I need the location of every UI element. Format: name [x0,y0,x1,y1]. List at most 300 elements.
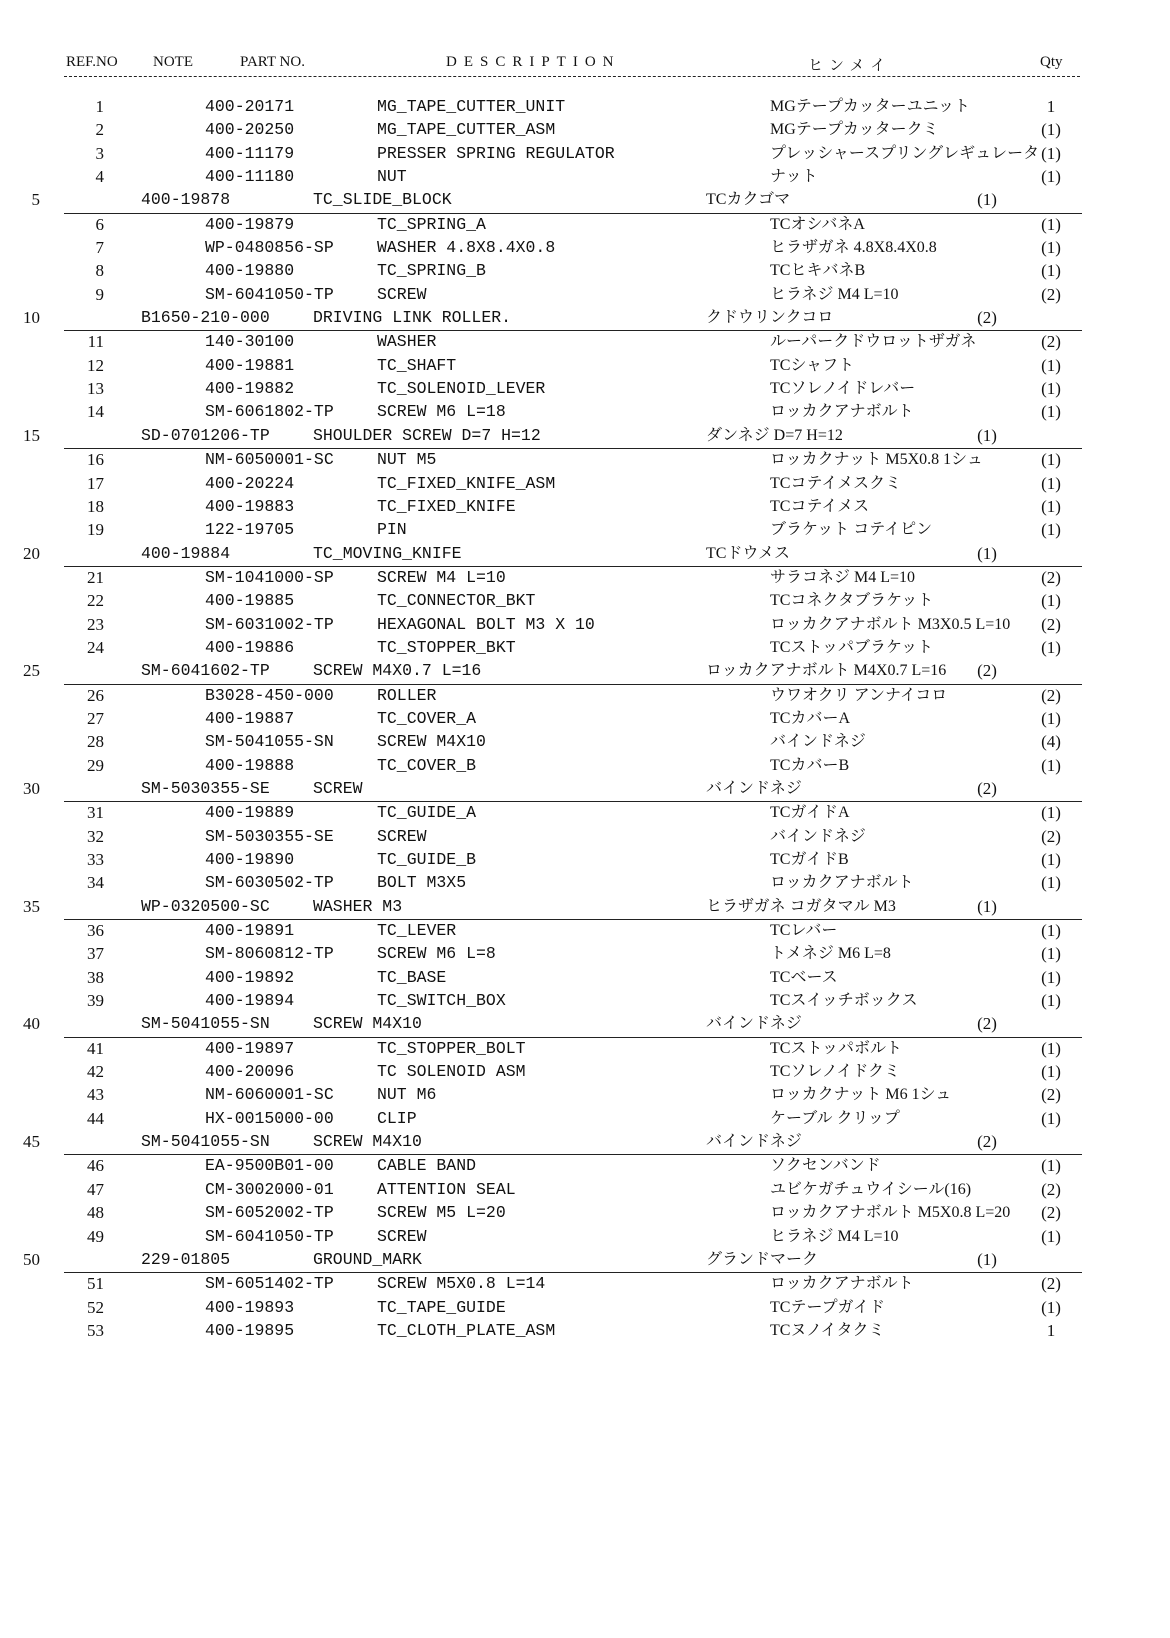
part-no-cell: SM-6061802-TP [205,402,334,422]
kana-name-cell: バインドネジ [770,827,866,845]
table-row [0,685,1170,708]
qty-cell: (2) [1041,685,1061,705]
part-no-cell: 400-19882 [205,379,295,399]
qty-cell: (1) [1041,120,1061,140]
ref-no-cell: 4 [95,167,104,187]
table-row [0,401,1170,424]
part-no-cell: 400-19897 [205,1038,295,1058]
ref-no-cell: 16 [87,450,104,470]
part-no-cell: 400-20171 [205,97,295,116]
qty-cell: (2) [977,661,997,681]
qty-cell: (1) [977,896,997,916]
kana-name-cell: ロッカクナット M6 1シュ [770,1086,952,1104]
qty-cell: (1) [977,543,997,563]
description-cell: TC_MOVING_KNIFE [313,543,462,563]
table-row [23,896,1082,920]
qty-cell: (1) [1041,214,1061,234]
part-no-cell: SM-6052002-TP [205,1203,334,1223]
header-description: DESCRIPTION [446,54,621,70]
description-cell: TC_FIXED_KNIFE [377,496,516,516]
part-no-cell: SD-0701206-TP [141,425,270,445]
qty-cell: (1) [1041,873,1061,893]
part-no-cell: SM-8060812-TP [205,944,334,964]
part-no-cell: 400-19881 [205,355,295,375]
ref-no-cell: 25 [23,661,40,681]
qty-cell: (1) [977,190,997,210]
table-row [0,967,1170,990]
kana-name-cell: TCソレノイドクミ [770,1063,901,1081]
kana-name-cell: TCストッパブラケット [770,638,934,656]
description-cell: ROLLER [377,685,437,705]
kana-name-cell: バインドネジ [706,1133,802,1151]
table-row [0,1084,1170,1107]
description-cell: SCREW M5X0.8 L=14 [377,1274,546,1294]
description-cell: WASHER [377,332,437,352]
ref-no-cell: 45 [23,1132,40,1152]
kana-name-cell: ソクセンバンド [770,1157,881,1175]
table-row [0,119,1170,142]
part-no-cell: 400-20224 [205,473,295,493]
table-row [0,567,1170,590]
kana-name-cell: ルーパークドウロットザガネ [770,333,977,351]
qty-cell: (1) [1041,755,1061,775]
ref-no-cell: 50 [23,1249,40,1269]
kana-name-cell: TCスイッチボックス [770,992,918,1010]
qty-cell: (2) [1041,614,1061,634]
ref-no-cell: 46 [87,1156,104,1176]
description-cell: SCREW [313,778,363,798]
qty-cell: (1) [1041,496,1061,516]
kana-name-cell: TCコテイメスクミ [770,474,902,492]
description-cell: TC_SPRING_A [377,214,486,234]
qty-cell: (1) [1041,143,1061,163]
ref-no-cell: 10 [23,308,40,328]
kana-name-cell: ロッカクアナボルト [770,1275,914,1293]
qty-cell: (1) [1041,708,1061,728]
part-no-cell: 400-11179 [205,143,295,163]
header-ref-no: REF.NO [66,54,118,70]
ref-no-cell: 39 [87,991,104,1011]
header-kana-name: ヒンメイ [808,58,892,74]
part-no-cell: 400-19889 [205,803,295,823]
kana-name-cell: ナット [770,168,818,186]
description-cell: TC_COVER_A [377,708,477,728]
qty-cell: (2) [1041,1179,1061,1199]
part-no-cell: B1650-210-000 [141,308,270,328]
description-cell: SCREW M4X10 [377,732,486,752]
table-row [23,1013,1082,1037]
part-no-cell: 400-20096 [205,1062,295,1082]
description-cell: TC_CLOTH_PLATE_ASM [377,1320,556,1340]
qty-cell: (2) [977,308,997,328]
table-row [0,943,1170,966]
description-cell: TC_TAPE_GUIDE [377,1297,506,1317]
part-no-cell: 400-19885 [205,591,295,611]
part-no-cell: SM-6031002-TP [205,614,334,634]
description-cell: TC_SHAFT [377,355,457,375]
qty-cell: (2) [1041,1203,1061,1223]
ref-no-cell: 38 [87,967,104,987]
part-no-cell: SM-5041055-SN [205,732,334,752]
description-cell: MG_TAPE_CUTTER_ASM [377,120,556,140]
table-row [0,1297,1170,1320]
ref-no-cell: 29 [87,755,104,775]
table-row [0,378,1170,401]
table-row [31,189,1082,213]
part-no-cell: 400-19895 [205,1320,295,1340]
ref-no-cell: 18 [87,496,104,516]
qty-cell: (1) [1041,355,1061,375]
qty-cell: (1) [1041,238,1061,258]
table-row [0,1108,1170,1131]
description-cell: TC_GUIDE_A [377,803,477,823]
description-cell: TC_SPRING_B [377,261,486,281]
table-row [0,1155,1170,1178]
ref-no-cell: 27 [87,708,104,728]
kana-name-cell: ブラケット コテイピン [770,521,933,539]
part-no-cell: SM-6041050-TP [205,284,334,304]
ref-no-cell: 31 [87,803,104,823]
description-cell: SCREW M6 L=8 [377,944,496,964]
table-row [0,755,1170,778]
ref-no-cell: 42 [87,1062,104,1082]
table-row [0,260,1170,283]
part-no-cell: 229-01805 [141,1249,231,1269]
qty-cell: (2) [1041,332,1061,352]
ref-no-cell: 9 [95,284,104,304]
table-row [0,1202,1170,1225]
qty-cell: (2) [977,1132,997,1152]
kana-name-cell: TCストッパボルト [770,1039,902,1057]
part-no-cell: 400-19878 [141,190,231,210]
table-row [0,331,1170,354]
description-cell: NUT [377,167,407,187]
kana-name-cell: グランドマーク [706,1250,819,1268]
qty-cell: (4) [1041,732,1061,752]
ref-no-cell: 7 [95,238,104,258]
table-row [0,731,1170,754]
ref-no-cell: 20 [23,543,40,563]
kana-name-cell: ロッカクアナボルト M5X0.8 L=20 [770,1204,1011,1222]
description-cell: SHOULDER SCREW D=7 H=12 [313,425,541,445]
ref-no-cell: 28 [87,732,104,752]
ref-no-cell: 1 [95,97,104,116]
part-no-cell: NM-6060001-SC [205,1085,334,1105]
ref-no-cell: 15 [23,425,40,445]
table-row [0,1273,1170,1296]
qty-cell: (1) [1041,261,1061,281]
part-no-cell: 400-11180 [205,167,295,187]
qty-cell: (1) [1041,167,1061,187]
qty-cell: (1) [977,1249,997,1269]
ref-no-cell: 24 [87,637,104,657]
description-cell: TC_FIXED_KNIFE_ASM [377,473,556,493]
qty-cell: (2) [1041,1085,1061,1105]
ref-no-cell: 47 [87,1179,104,1199]
part-no-cell: EA-9500B01-00 [205,1156,334,1176]
table-row [0,473,1170,496]
part-no-cell: 400-19888 [205,755,295,775]
ref-no-cell: 30 [23,778,40,798]
part-no-cell: SM-6051402-TP [205,1274,334,1294]
part-no-cell: 400-19893 [205,1297,295,1317]
description-cell: TC_GUIDE_B [377,850,477,869]
table-row [0,449,1170,472]
table-row [0,708,1170,731]
kana-name-cell: TCカバーA [770,709,851,727]
kana-name-cell: クドウリンクコロ [706,309,834,327]
qty-cell: (1) [1041,1297,1061,1317]
description-cell: SCREW M4 L=10 [377,567,506,587]
table-row [23,660,1082,684]
description-cell: ATTENTION SEAL [377,1179,516,1199]
kana-name-cell: ロッカクアナボルト [770,403,914,421]
qty-cell: (1) [1041,450,1061,470]
qty-cell: (1) [1041,1108,1061,1128]
ref-no-cell: 2 [95,120,104,140]
table-row [0,1038,1170,1061]
table-row [0,1179,1170,1202]
kana-name-cell: ロッカクナット M5X0.8 1シュ [770,451,983,469]
description-cell: TC_CONNECTOR_BKT [377,591,536,611]
ref-no-cell: 17 [87,473,104,493]
table-row [0,1320,1170,1343]
kana-name-cell: TCヒキバネB [770,262,866,280]
qty-cell: (1) [1041,803,1061,823]
kana-name-cell: ヒラザガネ コガタマル M3 [706,897,896,915]
kana-name-cell: TCガイドB [770,851,849,868]
table-row [0,166,1170,189]
part-no-cell: 400-19879 [205,214,295,234]
table-row [0,920,1170,943]
table-row [0,214,1170,237]
description-cell: CABLE BAND [377,1156,477,1176]
kana-name-cell: TCオシバネA [770,215,865,233]
qty-cell: (1) [1041,1062,1061,1082]
header-qty: Qty [1040,54,1063,70]
description-cell: TC_STOPPER_BOLT [377,1038,526,1058]
ref-no-cell: 51 [87,1274,104,1294]
kana-name-cell: MGテープカッターユニット [770,98,971,115]
qty-cell: (2) [1041,1274,1061,1294]
part-no-cell: 400-20250 [205,120,295,140]
ref-no-cell: 11 [87,332,104,352]
kana-name-cell: ヒラネジ M4 L=10 [770,1227,899,1245]
ref-no-cell: 19 [87,520,104,540]
part-no-cell: B3028-450-000 [205,685,334,705]
kana-name-cell: バインドネジ [706,1015,802,1033]
kana-name-cell: TCソレノイドレバー [770,380,916,398]
ref-no-cell: 13 [87,379,104,399]
part-no-cell: 400-19894 [205,991,295,1011]
kana-name-cell: TCコネクタブラケット [770,592,934,610]
header-divider [64,76,1080,77]
ref-no-cell: 37 [87,944,104,964]
description-cell: NUT M6 [377,1085,437,1105]
qty-cell: (2) [1041,284,1061,304]
description-cell: TC_SOLENOID_LEVER [377,379,546,399]
ref-no-cell: 34 [87,873,104,893]
description-cell: TC_SLIDE_BLOCK [313,190,452,210]
part-no-cell: 400-19880 [205,261,295,281]
header-part-no: PART NO. [240,54,305,70]
kana-name-cell: ウワオクリ アンナイコロ [770,686,948,704]
table-row [23,307,1082,331]
table-row [0,849,1170,872]
kana-name-cell: トメネジ M6 L=8 [770,945,891,963]
qty-cell: (1) [1041,473,1061,493]
description-cell: TC_STOPPER_BKT [377,637,516,657]
ref-no-cell: 49 [87,1226,104,1246]
part-no-cell: 400-19891 [205,921,295,941]
ref-no-cell: 48 [87,1203,104,1223]
kana-name-cell: TCテープガイド [770,1298,886,1316]
description-cell: SCREW [377,1226,427,1246]
table-row [0,802,1170,825]
part-no-cell: 400-19883 [205,496,295,516]
table-row [0,990,1170,1013]
ref-no-cell: 22 [87,591,104,611]
table-row [0,826,1170,849]
table-row [0,519,1170,542]
description-cell: CLIP [377,1108,417,1128]
part-no-cell: HX-0015000-00 [205,1108,334,1128]
table-row [0,496,1170,519]
part-no-cell: SM-5030355-SE [141,778,270,798]
parts-table [0,96,1170,1343]
part-no-cell: 400-19886 [205,637,295,657]
description-cell: TC_BASE [377,967,447,987]
kana-name-cell: ロッカクアナボルト M4X0.7 L=16 [706,662,947,680]
part-no-cell: SM-6041602-TP [141,661,270,681]
part-no-cell: 122-19705 [205,520,295,540]
part-no-cell: SM-1041000-SP [205,567,334,587]
part-no-cell: SM-6041050-TP [205,1226,334,1246]
qty-cell: (1) [1041,1226,1061,1246]
part-no-cell: 140-30100 [205,332,295,352]
part-no-cell: NM-6050001-SC [205,450,334,470]
ref-no-cell: 14 [87,402,104,422]
ref-no-cell: 35 [23,896,40,916]
kana-name-cell: ヒラネジ M4 L=10 [770,285,899,303]
qty-cell: (1) [1041,991,1061,1011]
description-cell: WASHER M3 [313,896,403,916]
kana-name-cell: TCシャフト [770,356,855,374]
description-cell: TC_COVER_B [377,755,477,775]
description-cell: NUT M5 [377,450,437,470]
ref-no-cell: 8 [95,261,104,281]
qty-cell: (1) [1041,967,1061,987]
kana-name-cell: ダンネジ D=7 H=12 [706,426,843,444]
part-no-cell: 400-19892 [205,967,295,987]
table-row [0,355,1170,378]
qty-cell: (2) [977,1014,997,1034]
description-cell: SCREW M6 L=18 [377,402,506,422]
table-row [23,1131,1082,1155]
description-cell: SCREW M4X0.7 L=16 [313,661,482,681]
ref-no-cell: 53 [87,1320,104,1340]
qty-cell: (2) [977,778,997,798]
kana-name-cell: ロッカクアナボルト [770,874,914,892]
qty-cell: (2) [1041,826,1061,846]
kana-name-cell: サラコネジ M4 L=10 [770,568,916,586]
description-cell: SCREW M5 L=20 [377,1203,506,1223]
qty-cell: (2) [1041,567,1061,587]
ref-no-cell: 43 [87,1085,104,1105]
description-cell: TC_SWITCH_BOX [377,991,506,1011]
ref-no-cell: 36 [87,921,104,941]
qty-cell: (1) [1041,637,1061,657]
ref-no-cell: 44 [87,1108,104,1128]
table-row [0,96,1170,119]
ref-no-cell: 23 [87,614,104,634]
qty-cell: (1) [1041,921,1061,941]
part-no-cell: SM-5041055-SN [141,1132,270,1152]
ref-no-cell: 12 [87,355,104,375]
part-no-cell: WP-0480856-SP [205,238,334,258]
kana-name-cell: ロッカクアナボルト M3X0.5 L=10 [770,615,1011,633]
part-no-cell: CM-3002000-01 [205,1179,334,1199]
ref-no-cell: 32 [87,826,104,846]
kana-name-cell: MGテープカッタークミ [770,121,939,139]
kana-name-cell: TCヌノイタクミ [770,1321,885,1339]
qty-cell: (1) [1041,850,1061,869]
qty-cell: (1) [977,425,997,445]
qty-cell: (1) [1041,1156,1061,1176]
description-cell: TC_LEVER [377,921,457,941]
table-row [0,1226,1170,1249]
table-row [23,543,1082,567]
table-row [0,590,1170,613]
kana-name-cell: ケーブル クリップ [770,1109,900,1127]
kana-name-cell: バインドネジ [770,733,866,751]
table-row [0,284,1170,307]
ref-no-cell: 5 [31,190,40,210]
kana-name-cell: バインドネジ [706,779,802,797]
table-row [0,143,1170,166]
qty-cell: (1) [1041,520,1061,540]
qty-cell: (1) [1041,379,1061,399]
kana-name-cell: ユビケガチュウイシール(16) [770,1180,972,1198]
table-row [0,237,1170,260]
part-no-cell: SM-6030502-TP [205,873,334,893]
description-cell: PIN [377,520,407,540]
table-row [23,425,1082,449]
qty-cell: 1 [1046,1320,1056,1340]
kana-name-cell: TCドウメス [706,544,790,562]
kana-name-cell: TCガイドA [770,804,850,822]
part-no-cell: 400-19884 [141,543,231,563]
ref-no-cell: 33 [87,850,104,869]
table-row [0,614,1170,637]
description-cell: PRESSER SPRING REGULATOR [377,143,615,163]
kana-name-cell: TCカバーB [770,756,850,774]
table-row [23,1249,1082,1273]
description-cell: BOLT M3X5 [377,873,467,893]
kana-name-cell: TCコテイメス [770,497,870,515]
part-no-cell: 400-19890 [205,850,295,869]
description-cell: SCREW [377,826,427,846]
description-cell: TC SOLENOID ASM [377,1062,526,1082]
ref-no-cell: 41 [87,1038,104,1058]
ref-no-cell: 40 [23,1014,40,1034]
table-row [0,1061,1170,1084]
header-note: NOTE [153,54,193,70]
part-no-cell: 400-19887 [205,708,295,728]
ref-no-cell: 52 [87,1297,104,1317]
kana-name-cell: TCカクゴマ [706,191,791,209]
qty-cell: (1) [1041,591,1061,611]
